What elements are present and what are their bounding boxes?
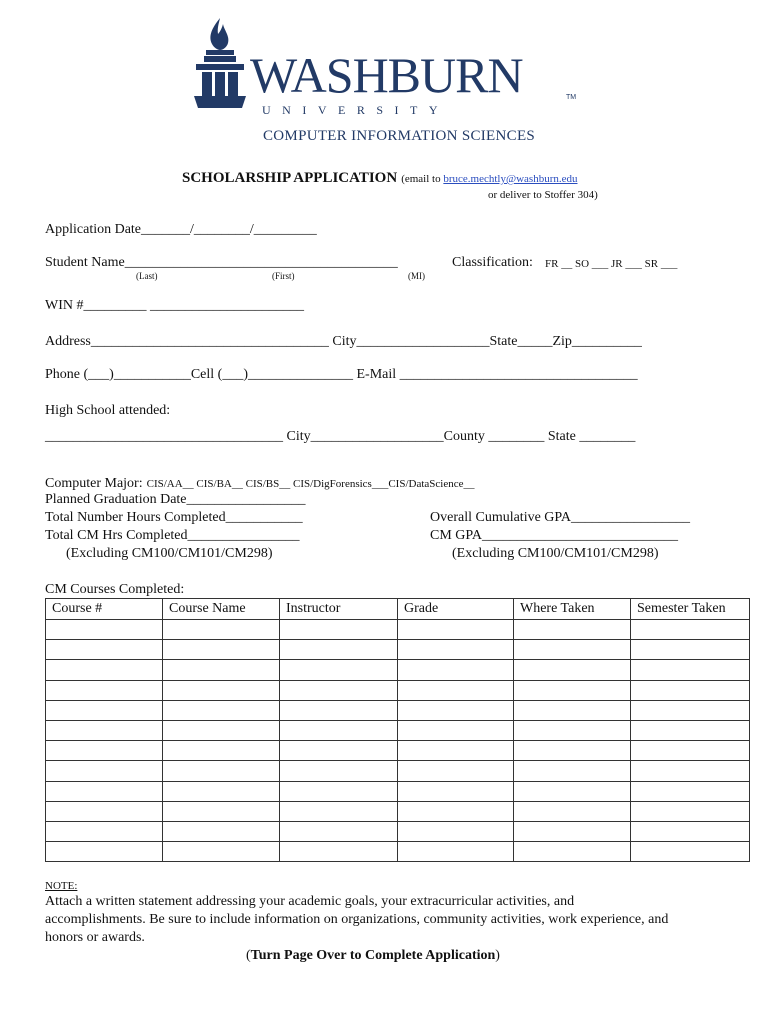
overall-gpa-field[interactable]: Overall Cumulative GPA_________________ [430, 510, 691, 525]
table-cell[interactable] [280, 620, 398, 640]
table-cell[interactable] [514, 720, 631, 740]
table-cell[interactable] [514, 821, 631, 841]
note-line-3: honors or awards. [45, 930, 145, 945]
application-date-field[interactable]: Application Date_______/________/_________ [45, 222, 317, 237]
table-cell[interactable] [280, 640, 398, 660]
torch-icon [190, 16, 250, 114]
courses-label: CM Courses Completed: [45, 582, 185, 597]
table-cell[interactable] [631, 781, 750, 801]
table-cell[interactable] [398, 801, 514, 821]
table-cell[interactable] [514, 640, 631, 660]
table-cell[interactable] [631, 680, 750, 700]
table-cell[interactable] [631, 700, 750, 720]
table-cell[interactable] [46, 842, 163, 862]
note-label: NOTE: [45, 880, 78, 892]
total-cm-hours-field[interactable]: Total CM Hrs Completed________________ [45, 528, 300, 543]
table-cell[interactable] [514, 620, 631, 640]
deliver-note: or deliver to Stoffer 304) [488, 189, 598, 201]
table-cell[interactable] [398, 680, 514, 700]
table-cell[interactable] [514, 761, 631, 781]
table-cell[interactable] [163, 720, 280, 740]
table-row [46, 821, 750, 841]
table-cell[interactable] [398, 720, 514, 740]
table-row [46, 680, 750, 700]
excluding-note-left: (Excluding CM100/CM101/CM298) [66, 546, 273, 561]
table-cell[interactable] [631, 720, 750, 740]
planned-graduation-field[interactable]: Planned Graduation Date_________________ [45, 492, 306, 507]
turn-page-text: Turn Page Over to Complete Application [250, 948, 496, 963]
table-cell[interactable] [398, 620, 514, 640]
courses-table [45, 598, 750, 862]
table-cell[interactable] [163, 620, 280, 640]
department-name: COMPUTER INFORMATION SCIENCES [263, 128, 536, 144]
cm-gpa-field[interactable]: CM GPA____________________________ [430, 528, 679, 543]
table-cell[interactable] [631, 640, 750, 660]
table-cell[interactable] [280, 741, 398, 761]
table-row [46, 640, 750, 660]
table-cell[interactable] [398, 700, 514, 720]
table-cell[interactable] [46, 801, 163, 821]
column-header: Instructor [280, 599, 398, 620]
name-mi-caption: (MI) [408, 271, 425, 281]
table-cell[interactable] [163, 680, 280, 700]
title-line [182, 169, 578, 187]
logo-university: UNIVERSITY [262, 103, 449, 117]
table-cell[interactable] [163, 801, 280, 821]
table-row [46, 781, 750, 801]
table-cell[interactable] [631, 821, 750, 841]
table-cell[interactable] [280, 801, 398, 821]
column-header: Grade [398, 599, 514, 620]
table-cell[interactable] [280, 700, 398, 720]
table-cell[interactable] [514, 741, 631, 761]
table-cell[interactable] [631, 741, 750, 761]
note-line-1: Attach a written statement addressing your academic goals, your extracurricular activities, and [45, 894, 575, 909]
table-cell[interactable] [163, 781, 280, 801]
table-cell[interactable] [46, 700, 163, 720]
table-cell[interactable] [631, 842, 750, 862]
paren-open: ( [246, 948, 251, 963]
table-cell[interactable] [163, 640, 280, 660]
email-link[interactable]: bruce.mechtly@washburn.edu [443, 173, 578, 185]
table-cell[interactable] [631, 620, 750, 640]
excluding-note-right: (Excluding CM100/CM101/CM298) [452, 546, 659, 561]
table-cell[interactable] [163, 821, 280, 841]
table-row [46, 700, 750, 720]
column-header: Where Taken [514, 599, 631, 620]
table-row [46, 801, 750, 821]
table-cell[interactable] [398, 640, 514, 660]
table-cell[interactable] [46, 620, 163, 640]
table-row [46, 741, 750, 761]
table-row [46, 620, 750, 640]
logo-wordmark: WASHBURN [250, 47, 523, 103]
table-cell[interactable] [398, 741, 514, 761]
table-cell[interactable] [280, 781, 398, 801]
table-cell[interactable] [46, 660, 163, 680]
table-cell[interactable] [280, 680, 398, 700]
table-cell[interactable] [163, 700, 280, 720]
table-cell[interactable] [398, 842, 514, 862]
table-cell[interactable] [163, 842, 280, 862]
computer-major-label: Computer Major: [45, 476, 143, 491]
table-cell[interactable] [398, 761, 514, 781]
table-row [46, 720, 750, 740]
table-cell[interactable] [280, 842, 398, 862]
table-cell[interactable] [46, 781, 163, 801]
table-cell[interactable] [280, 761, 398, 781]
table-cell[interactable] [398, 660, 514, 680]
paren-close: ) [495, 948, 500, 963]
high-school-line[interactable]: __________________________________ City___________________County ________ State ________ [45, 429, 636, 444]
table-header-row [46, 599, 750, 620]
table-cell[interactable] [46, 741, 163, 761]
form-title: SCHOLARSHIP APPLICATION [182, 170, 398, 186]
table-cell[interactable] [398, 781, 514, 801]
name-first-caption: (First) [272, 271, 295, 281]
table-cell[interactable] [514, 801, 631, 821]
table-cell[interactable] [46, 720, 163, 740]
column-header: Semester Taken [631, 599, 750, 620]
table-cell[interactable] [398, 821, 514, 841]
table-cell[interactable] [514, 781, 631, 801]
table-cell[interactable] [514, 660, 631, 680]
table-cell[interactable] [46, 640, 163, 660]
total-hours-field[interactable]: Total Number Hours Completed___________ [45, 510, 303, 525]
table-cell[interactable] [514, 680, 631, 700]
email-prefix: (email to [401, 173, 444, 185]
table-cell[interactable] [46, 680, 163, 700]
name-last-caption: (Last) [136, 271, 158, 281]
washburn-logo [190, 16, 590, 116]
win-field[interactable]: WIN #_________ ______________________ [45, 298, 304, 313]
trademark-symbol: TM [566, 94, 577, 101]
table-cell[interactable] [163, 741, 280, 761]
high-school-label: High School attended: [45, 403, 171, 418]
computer-major-line[interactable] [45, 474, 474, 492]
student-name-field[interactable]: Student Name_______________________________________ [45, 255, 398, 270]
phone-line[interactable]: Phone (___)___________Cell (___)_______________ E-Mail __________________________________ [45, 367, 638, 382]
table-row [46, 660, 750, 680]
classification-options[interactable]: FR __ SO ___ JR ___ SR ___ [545, 258, 678, 270]
classification-label: Classification: [452, 255, 533, 270]
table-cell[interactable] [280, 660, 398, 680]
computer-major-options[interactable]: CIS/AA__ CIS/BA__ CIS/BS__ CIS/DigForensics___CIS/DataScience__ [146, 478, 475, 490]
address-line[interactable]: Address__________________________________ City___________________State_____Zip__________ [45, 334, 642, 349]
table-cell[interactable] [631, 761, 750, 781]
table-row [46, 761, 750, 781]
table-cell[interactable] [280, 720, 398, 740]
table-cell[interactable] [280, 821, 398, 841]
note-line-2: accomplishments. Be sure to include information on organizations, community activities, work experience, and [45, 912, 669, 927]
table-cell[interactable] [163, 761, 280, 781]
table-cell[interactable] [631, 660, 750, 680]
table-cell[interactable] [163, 660, 280, 680]
column-header: Course Name [163, 599, 280, 620]
table-cell[interactable] [514, 700, 631, 720]
table-cell[interactable] [46, 761, 163, 781]
turn-page-line [246, 948, 500, 964]
column-header: Course # [46, 599, 163, 620]
table-cell[interactable] [514, 842, 631, 862]
table-cell[interactable] [631, 801, 750, 821]
table-cell[interactable] [46, 821, 163, 841]
table-row [46, 842, 750, 862]
